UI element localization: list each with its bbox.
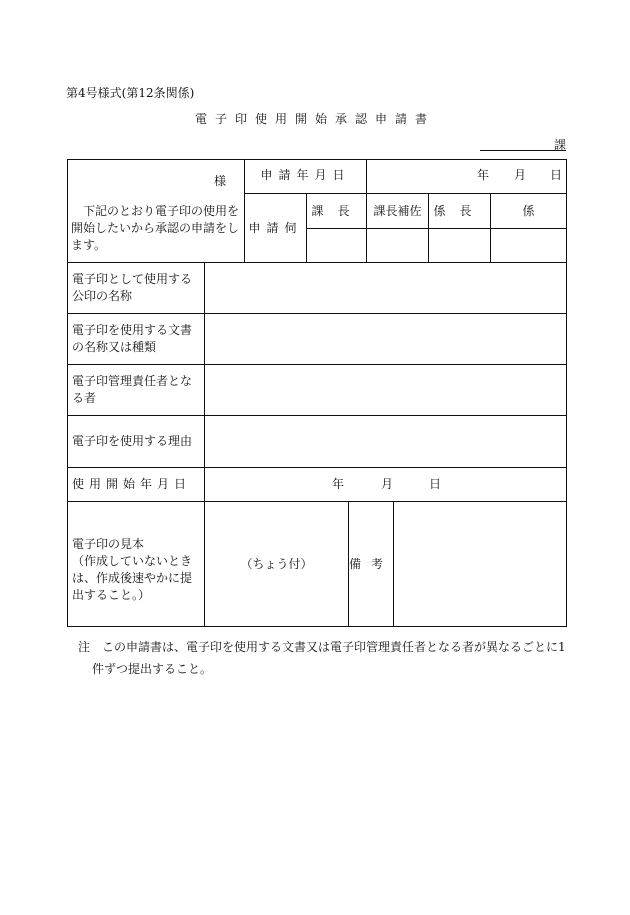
row-label-manager: 電子印管理責任者となる者: [72, 374, 193, 405]
application-date-field[interactable]: [367, 167, 566, 193]
department-suffix: 課: [553, 138, 566, 152]
application-date-label: 申請年月日: [260, 168, 351, 182]
stamp-box-deputy-chief[interactable]: [367, 229, 428, 262]
form-title: 電子印使用開始承認申請書: [194, 112, 435, 126]
row-label-document-type: 電子印を使用する文書の名称又は種類: [72, 323, 193, 354]
start-date-label: 使用開始年月日: [72, 477, 192, 491]
approval-label: 申請伺: [248, 221, 303, 235]
row-label-reason: 電子印を使用する理由: [72, 434, 193, 448]
footnote-line1: この申請書は、電子印を使用する文書又は電子印管理責任者となる者が異なるごとに1: [102, 640, 566, 654]
date-month: 月: [514, 168, 527, 182]
stamp-box-staff[interactable]: [491, 229, 566, 262]
row-field-manager[interactable]: [205, 365, 566, 415]
start-date-day: 日: [429, 477, 442, 491]
row-field-seal-name[interactable]: [205, 263, 566, 313]
form-number: 第4号様式(第12条関係): [66, 86, 195, 100]
approver-subsection-chief: 係長: [433, 204, 486, 218]
row-label-seal-name: 電子印として使用する公印の名称: [72, 272, 193, 303]
remarks-label: 備考: [349, 557, 394, 571]
start-date-field[interactable]: [205, 468, 566, 501]
request-text: 下記のとおり電子印の使用を開始したいから承認の申請をします。: [71, 204, 240, 252]
approver-staff: 係: [522, 204, 535, 218]
row-field-document-type[interactable]: [205, 314, 566, 364]
approver-section-chief: 課長: [311, 204, 364, 218]
approver-deputy-chief: 課長補佐: [373, 204, 422, 218]
remarks-field[interactable]: [394, 502, 566, 626]
row-field-reason[interactable]: [205, 416, 566, 467]
footnote-prefix: 注: [78, 640, 91, 654]
specimen-label: 電子印の見本 （作成していないときは、作成後速やかに提出すること。）: [72, 537, 193, 602]
honorific: 様: [214, 174, 227, 188]
date-year: 年: [477, 168, 490, 182]
start-date-month: 月: [381, 477, 394, 491]
footnote-line2: 件ずつ提出すること。: [92, 662, 213, 676]
date-day: 日: [550, 168, 563, 182]
seal-attach-note: （ちょう付）: [240, 557, 313, 571]
footnote: [78, 636, 578, 680]
stamp-box-section-chief[interactable]: [307, 229, 367, 262]
stamp-box-subsection-chief[interactable]: [429, 229, 490, 262]
start-date-year: 年: [332, 477, 345, 491]
